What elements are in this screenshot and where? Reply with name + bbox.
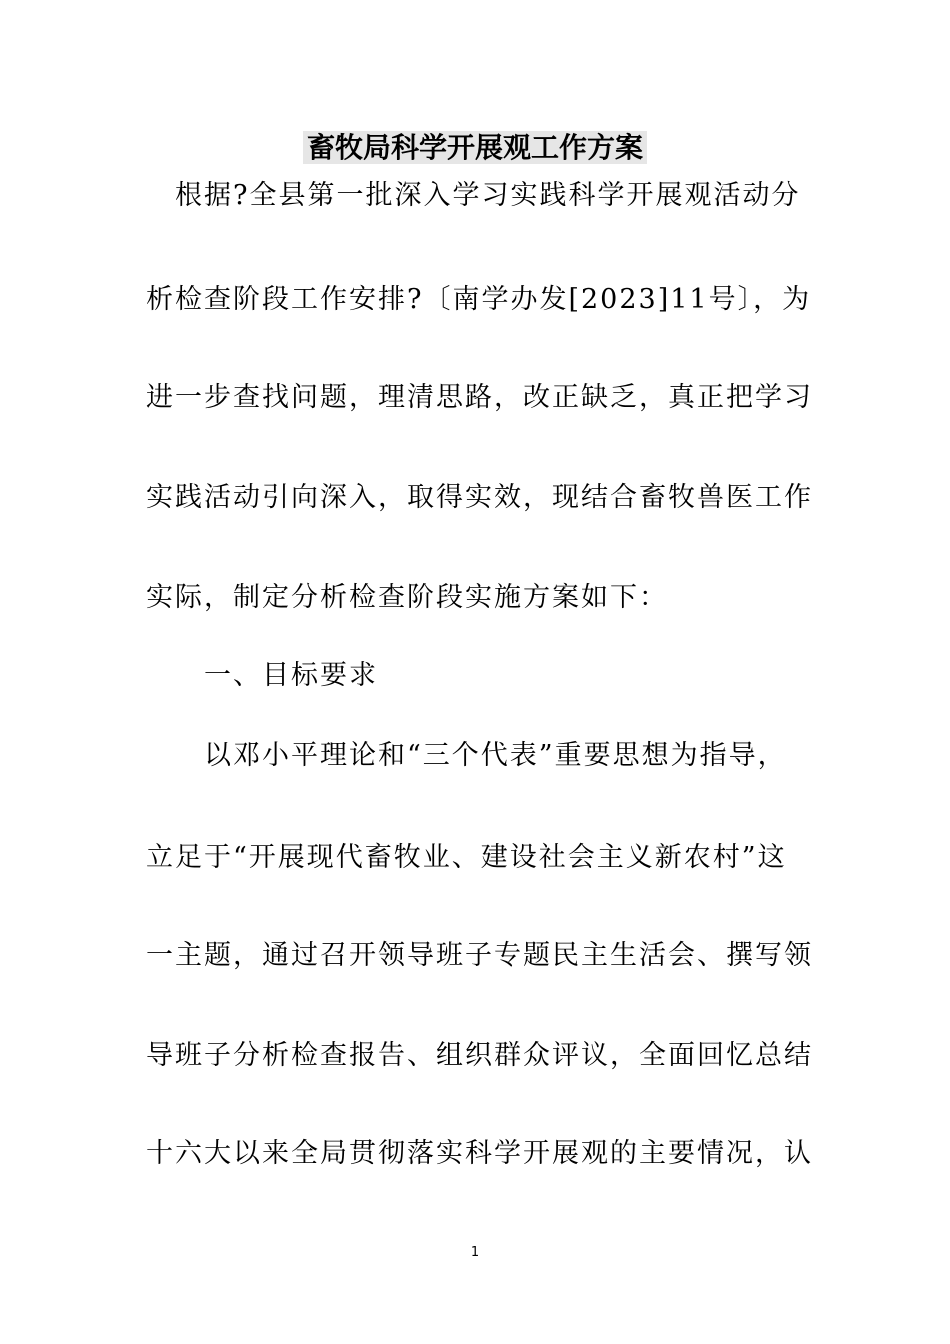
document-title-text: 畜牧局科学开展观工作方案 [303,131,647,164]
page-number: 1 [470,1245,480,1260]
paragraph-line-7: 立足于“开展现代畜牧业、建设社会主义新农村”这 [146,842,787,873]
paragraph-line-8: 一主题，通过召开领导班子专题民主生活会、撰写领 [146,940,813,971]
paragraph-line-4: 实践活动引向深入，取得实效，现结合畜牧兽医工作 [146,482,813,513]
paragraph-line-2: 析检查阶段工作安排?〔南学办发[2023]11号〕，为 [146,284,812,315]
paragraph-line-1: 根据?全县第一批深入学习实践科学开展观活动分 [146,180,801,211]
paragraph-line-10: 十六大以来全局贯彻落实科学开展观的主要情况，认 [146,1138,813,1169]
paragraph-line-6: 以邓小平理论和“三个代表”重要思想为指导， [146,740,787,771]
paragraph-line-3: 进一步查找问题，理清思路，改正缺乏，真正把学习 [146,382,813,413]
paragraph-line-9: 导班子分析检查报告、组织群众评议，全面回忆总结 [146,1040,813,1071]
document-title [0,128,950,168]
paragraph-line-5: 实际，制定分析检查阶段实施方案如下： [146,582,668,613]
section-heading-goals: 一、目标要求 [146,660,378,691]
